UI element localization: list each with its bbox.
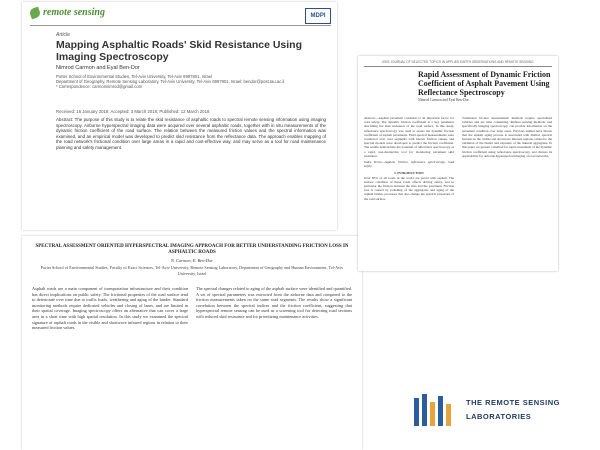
paper-authors: Nimrod Carmon and Eyal Ben-Dor	[56, 65, 140, 71]
excerpt-affiliation: Porter School of Environmental Studies, Faculty of Exact Sciences, Tel-Aviv University. Remote Sensing Laboratory, Department of Geography and Human Environment, Tel-Aviv University, Israel	[40, 265, 344, 276]
lab-name-line1: THE REMOTE SENSING	[466, 398, 561, 407]
paper-title: Mapping Asphaltic Roads' Skid Resistance Using Imaging Spectroscopy	[56, 39, 302, 63]
paper-authors: Nimrod Carmon and Eyal Ben-Dor	[418, 98, 469, 102]
affiliation-line: Porter School of Environmental Studies, Tel-Aviv University, Tel-Aviv 6997801, Israel	[56, 74, 213, 79]
paper-abstract: Abstract—Asphalt pavement condition is an important factor for road safety. The dynamic friction coefficient is a key parameter describing the skid resistance of the road surface. In this study, reflectance spectroscopy was used to assess the dynamic friction coefficient of asphalt pavements. Field spectral measurements were conducted over road segments with known friction values, and spectral models were developed to predict the friction coefficient. The results demonstrate the potential of reflectance spectroscopy as a rapid, non-destructive tool for monitoring pavement skid resistance.	[364, 116, 454, 158]
index-terms: Index Terms—Asphalt, friction, reflectance spectroscopy, road safety.	[364, 160, 454, 169]
excerpt-title: SPECTRAL ASSESSMENT ORIENTED HYPERSPECTRAL IMAGING APPROACH FOR BETTER UNDERSTANDING FRICTION LOSS IN ASPHALTIC ROADS	[35, 244, 349, 255]
publisher-logo: MDPI	[305, 8, 331, 24]
excerpt-column-left: Asphalt roads are a main component of transportation infrastructure and their condition has direct implications on public safety. The frictional properties of the road surface tend to deteriorate over time due to traffic loads, weathering and aging of the binder. Standard monitoring methods require dedicated vehicles and closing of lanes, and are limited in their spatial coverage. Imaging spectroscopy offers an alternative that can cover a large area in a short time with high spatial resolution. In this study we examined the spectral signature of asphalt roads in the visible and shortwave infrared regions in relation to their measured friction values.	[32, 286, 188, 331]
header-rule	[364, 66, 552, 67]
affiliation-line: Department of Geography, Remote Sensing Laboratory, Tel-Aviv University, Tel-Aviv 6997801, Israel; bendor@post.tau.ac.il	[56, 79, 285, 85]
paper-title: Rapid Assessment of Dynamic Friction Coefficient of Asphalt Pavement Using Reflectance Spectroscopy	[418, 70, 551, 97]
lab-emblem-icon	[410, 392, 458, 430]
intro-text: Over 85% of all roads in the world are paved with asphalt. The surface condition of these roads affects driving safety, and in particular the friction between the tires and the pavement. Friction loss is caused by polishing of the aggregates and aging of the asphalt binder, processes that also change the spectral properties of the road surface.	[364, 175, 454, 201]
correspondence-line: * Correspondence: carmonnimrod@gmail.com	[56, 84, 143, 90]
paper-column-left	[364, 116, 454, 266]
journal-running-header: IEEE JOURNAL OF SELECTED TOPICS IN APPLIED EARTH OBSERVATIONS AND REMOTE SENSING	[382, 60, 534, 64]
paper-abstract: Abstract: The purpose of this study is to relate the skid resistance of asphaltic roads to spectral remote sensing information using imaging spectroscopy. Airborne hyperspectral imaging data were acquired over several asphaltic roads, together with in situ measurements of the dynamic friction coefficient of the road surface. The relation between the measured friction values and the spectral information was examined, and an empirical model was developed to predict skid resistance from the reflectance data. The approach enables mapping of the road network's frictional condition over large areas in a rapid and cost-effective way, and may serve as a tool for road maintenance planning and safety management.	[56, 117, 326, 150]
publication-dates: Received: 16 January 2018; Accepted: 3 March 2018; Published: 12 March 2018	[56, 109, 210, 114]
article-type: Article	[56, 32, 70, 38]
remote-sensing-lab-logo	[408, 390, 588, 440]
paper-excerpt-spectral-assessment	[22, 236, 362, 450]
section-heading: I. INTRODUCTION	[394, 171, 424, 176]
paper-column-right: Traditional friction measurement methods require specialized vehicles and are time consuming. Remote sensing methods, and specifically imaging spectroscopy, can provide information on the pavement condition over large areas. Previous studies have shown that the asphalt aging process is associated with distinct spectral features in the visible and shortwave infrared regions, related to the oxidation of the binder and exposure of the mineral aggregates. In this paper we present a method for rapid assessment of the dynamic friction coefficient using reflectance spectroscopy, and discuss its applicability for airborne hyperspectral imaging of road networks.	[462, 116, 552, 158]
header-divider	[30, 25, 331, 26]
excerpt-authors: N. Carmon, E. Ben-Dor	[171, 258, 213, 263]
lab-name-line2: LABORATORIES	[466, 412, 532, 421]
paper-page-rapid-assessment	[358, 56, 558, 271]
leaf-icon	[29, 7, 42, 20]
journal-logo	[30, 7, 105, 20]
excerpt-column-right: The spectral changes related to aging of the asphalt surface were identified and quantified. A set of spectral parameters was extracted from the airborne data and compared to the friction measurements taken on the same road segments. The results show a significant correlation between the spectral indices and the friction coefficient, suggesting that hyperspectral remote sensing can be used as a screening tool for detecting road sections with reduced skid resistance and for prioritizing maintenance activities.	[196, 286, 352, 319]
journal-name: remote sensing	[43, 7, 105, 18]
paper-affiliations	[56, 74, 326, 90]
paper-page-mapping-skid-resistance	[22, 2, 337, 230]
